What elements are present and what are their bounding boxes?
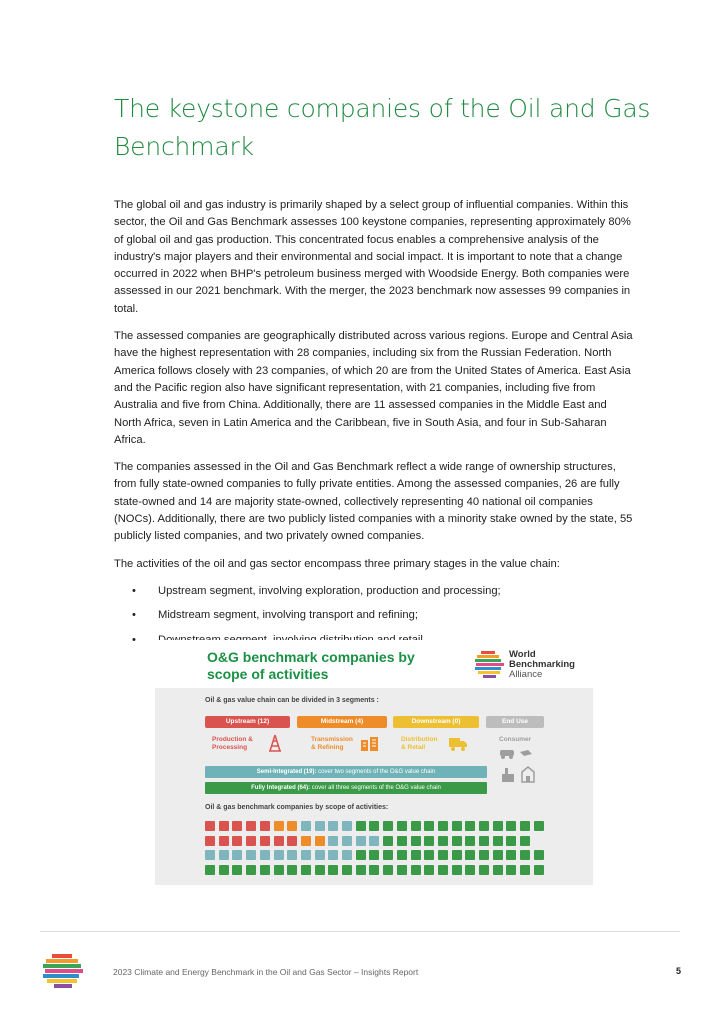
activity-consumer: Consumer (499, 736, 532, 743)
truck-icon (448, 736, 468, 752)
company-square (411, 836, 421, 846)
company-square (520, 865, 530, 875)
company-square (383, 836, 393, 846)
company-square (438, 850, 448, 860)
list-item (114, 607, 636, 624)
page-title: The keystone companies of the Oil and Gas Benchmark (114, 94, 651, 161)
list-item-text: Midstream segment, involving transport and refining; (158, 609, 418, 622)
footer-divider (40, 931, 680, 932)
company-square (506, 850, 516, 860)
company-square (246, 850, 256, 860)
infographic-title: O&G benchmark companies by scope of activities (207, 649, 415, 682)
company-square (493, 821, 503, 831)
company-square (246, 836, 256, 846)
company-square (438, 821, 448, 831)
page-number: 5 (676, 966, 682, 976)
company-square (342, 836, 352, 846)
company-square (356, 836, 366, 846)
company-square (205, 850, 215, 860)
oil-rig-icon (266, 734, 284, 752)
company-square (383, 865, 393, 875)
company-square (315, 821, 325, 831)
company-square (260, 865, 270, 875)
company-square (383, 850, 393, 860)
company-square (274, 850, 284, 860)
company-square (328, 850, 338, 860)
company-square (452, 865, 462, 875)
company-square (411, 865, 421, 875)
company-square (232, 865, 242, 875)
company-square (274, 836, 284, 846)
company-square (534, 821, 544, 831)
semi-integrated-bar: Semi-Integrated (19): cover two segments of the O&G value chain (205, 766, 487, 778)
company-square (315, 836, 325, 846)
company-square (205, 865, 215, 875)
footer-report-title: 2023 Climate and Energy Benchmark in the Oil and Gas Sector – Insights Report (113, 967, 419, 977)
segment-upstream: Upstream (12) (205, 716, 290, 728)
company-square (520, 836, 530, 846)
wba-logo (475, 648, 585, 684)
company-square (260, 821, 270, 831)
paragraph: The global oil and gas industry is primarily shaped by a select group of influential companies. Within this sector, the Oil and Gas Benchmark assesses 100 keystone companies, representing approximately 80% of global oil and gas production. This concentrated focus enables a comprehensive analysis of the industry's major players and their environmental and social impact. It is important to note that a change occurred in 2022 when BHP's petroleum business merged with Woodside Energy. Both companies were assessed in our 2021 benchmark. With the merger, the 2023 benchmark now assesses 99 companies in total. (114, 199, 631, 315)
list-item-text: Upstream segment, involving exploration, production and processing; (158, 584, 501, 597)
company-square (301, 836, 311, 846)
company-square (424, 865, 434, 875)
scope-infographic (155, 640, 593, 885)
company-square (219, 836, 229, 846)
list-item (114, 583, 636, 600)
company-square (232, 836, 242, 846)
company-square (274, 821, 284, 831)
company-square (424, 850, 434, 860)
activity-production: Production & Processing (212, 736, 253, 751)
company-square (411, 850, 421, 860)
company-square (397, 850, 407, 860)
company-square (506, 821, 516, 831)
company-square (479, 836, 489, 846)
company-square (424, 821, 434, 831)
company-square (260, 850, 270, 860)
company-scope-grid (205, 821, 550, 881)
company-square (260, 836, 270, 846)
company-square (342, 821, 352, 831)
company-square (452, 821, 462, 831)
company-square (219, 865, 229, 875)
company-square (411, 821, 421, 831)
company-square (493, 836, 503, 846)
company-square (219, 821, 229, 831)
company-square (534, 865, 544, 875)
bullet-marker: • (132, 609, 136, 622)
company-square (232, 821, 242, 831)
company-square (315, 865, 325, 875)
company-square (342, 850, 352, 860)
segment-end-use: End Use (486, 716, 544, 728)
activity-transmission: Transmission & Refining (311, 736, 353, 751)
wba-footer-logo-icon (42, 953, 84, 991)
company-square (465, 865, 475, 875)
value-chain-heading: Oil & gas value chain can be divided in 3 segments : (205, 697, 379, 704)
bullet-marker: • (132, 633, 136, 646)
wba-logo-icon (475, 650, 505, 680)
segment-downstream: Downstream (0) (393, 716, 479, 728)
company-square (232, 850, 242, 860)
company-square (287, 850, 297, 860)
company-square (287, 865, 297, 875)
company-square (246, 821, 256, 831)
company-square (328, 865, 338, 875)
body-text (114, 197, 636, 656)
company-square (369, 821, 379, 831)
company-square (205, 836, 215, 846)
company-square (369, 836, 379, 846)
company-square (520, 850, 530, 860)
company-square (287, 836, 297, 846)
company-square (219, 850, 229, 860)
company-square (328, 821, 338, 831)
company-square (301, 865, 311, 875)
company-square (301, 821, 311, 831)
company-square (356, 850, 366, 860)
wba-logo-text: World Benchmarking Alliance (509, 649, 575, 680)
company-square (534, 850, 544, 860)
company-square (274, 865, 284, 875)
consumer-icons (498, 746, 544, 786)
company-square (520, 821, 530, 831)
company-square (383, 821, 393, 831)
paragraph: The companies assessed in the Oil and Gas Benchmark reflect a wide range of ownership structures, from fully state-owned companies to fully private entities. Among the assessed companies, 26 are fully state-owned and 14 are majority state-owned, collectively representing 40 national oil companies (NOCs). Additionally, there are two publicly listed companies with a minority stake owned by the state, 55 publicly listed companies, and two privately owned companies. (114, 461, 633, 543)
segment-midstream: Midstream (4) (297, 716, 387, 728)
company-square (287, 821, 297, 831)
company-square (452, 836, 462, 846)
company-square (315, 850, 325, 860)
fully-integrated-bar: Fully Integrated (64): cover all three segments of the O&G value chain (205, 782, 487, 794)
paragraph: The assessed companies are geographically distributed across various regions. Europe and Central Asia have the highest representation with 28 companies, including six from the Russian Federation. North America follows closely with 23 companies, of which 20 are from the United States of America. East Asia and the Pacific region also have significant representation, with 21 companies, including five from Australia and five from China. Additionally, there are 11 assessed companies in the Middle East and North Africa, seven in Latin America and the Caribbean, five in South Asia, and four in Sub-Saharan Africa. (114, 330, 633, 446)
company-square (506, 836, 516, 846)
company-square (246, 865, 256, 875)
company-square (479, 850, 489, 860)
company-square (465, 821, 475, 831)
company-square (369, 865, 379, 875)
paragraph: The activities of the oil and gas sector encompass three primary stages in the value chain: (114, 557, 560, 570)
bullet-marker: • (132, 584, 136, 597)
company-square (479, 821, 489, 831)
company-square (397, 836, 407, 846)
refinery-icon (360, 734, 380, 752)
company-square (506, 865, 516, 875)
company-square (369, 850, 379, 860)
company-square (342, 865, 352, 875)
activity-distribution: Distribution & Retail (401, 736, 438, 751)
company-square (465, 836, 475, 846)
company-square (424, 836, 434, 846)
company-square (328, 836, 338, 846)
company-square (452, 850, 462, 860)
company-square (356, 821, 366, 831)
value-chain-list (114, 583, 636, 649)
scope-heading: Oil & gas benchmark companies by scope of activities: (205, 804, 389, 811)
company-square (465, 850, 475, 860)
company-square (301, 850, 311, 860)
company-square (438, 865, 448, 875)
company-square (397, 865, 407, 875)
infographic-panel (155, 688, 593, 885)
company-square (493, 850, 503, 860)
company-square (493, 865, 503, 875)
company-square (205, 821, 215, 831)
company-square (479, 865, 489, 875)
company-square (356, 865, 366, 875)
company-square (397, 821, 407, 831)
company-square (438, 836, 448, 846)
